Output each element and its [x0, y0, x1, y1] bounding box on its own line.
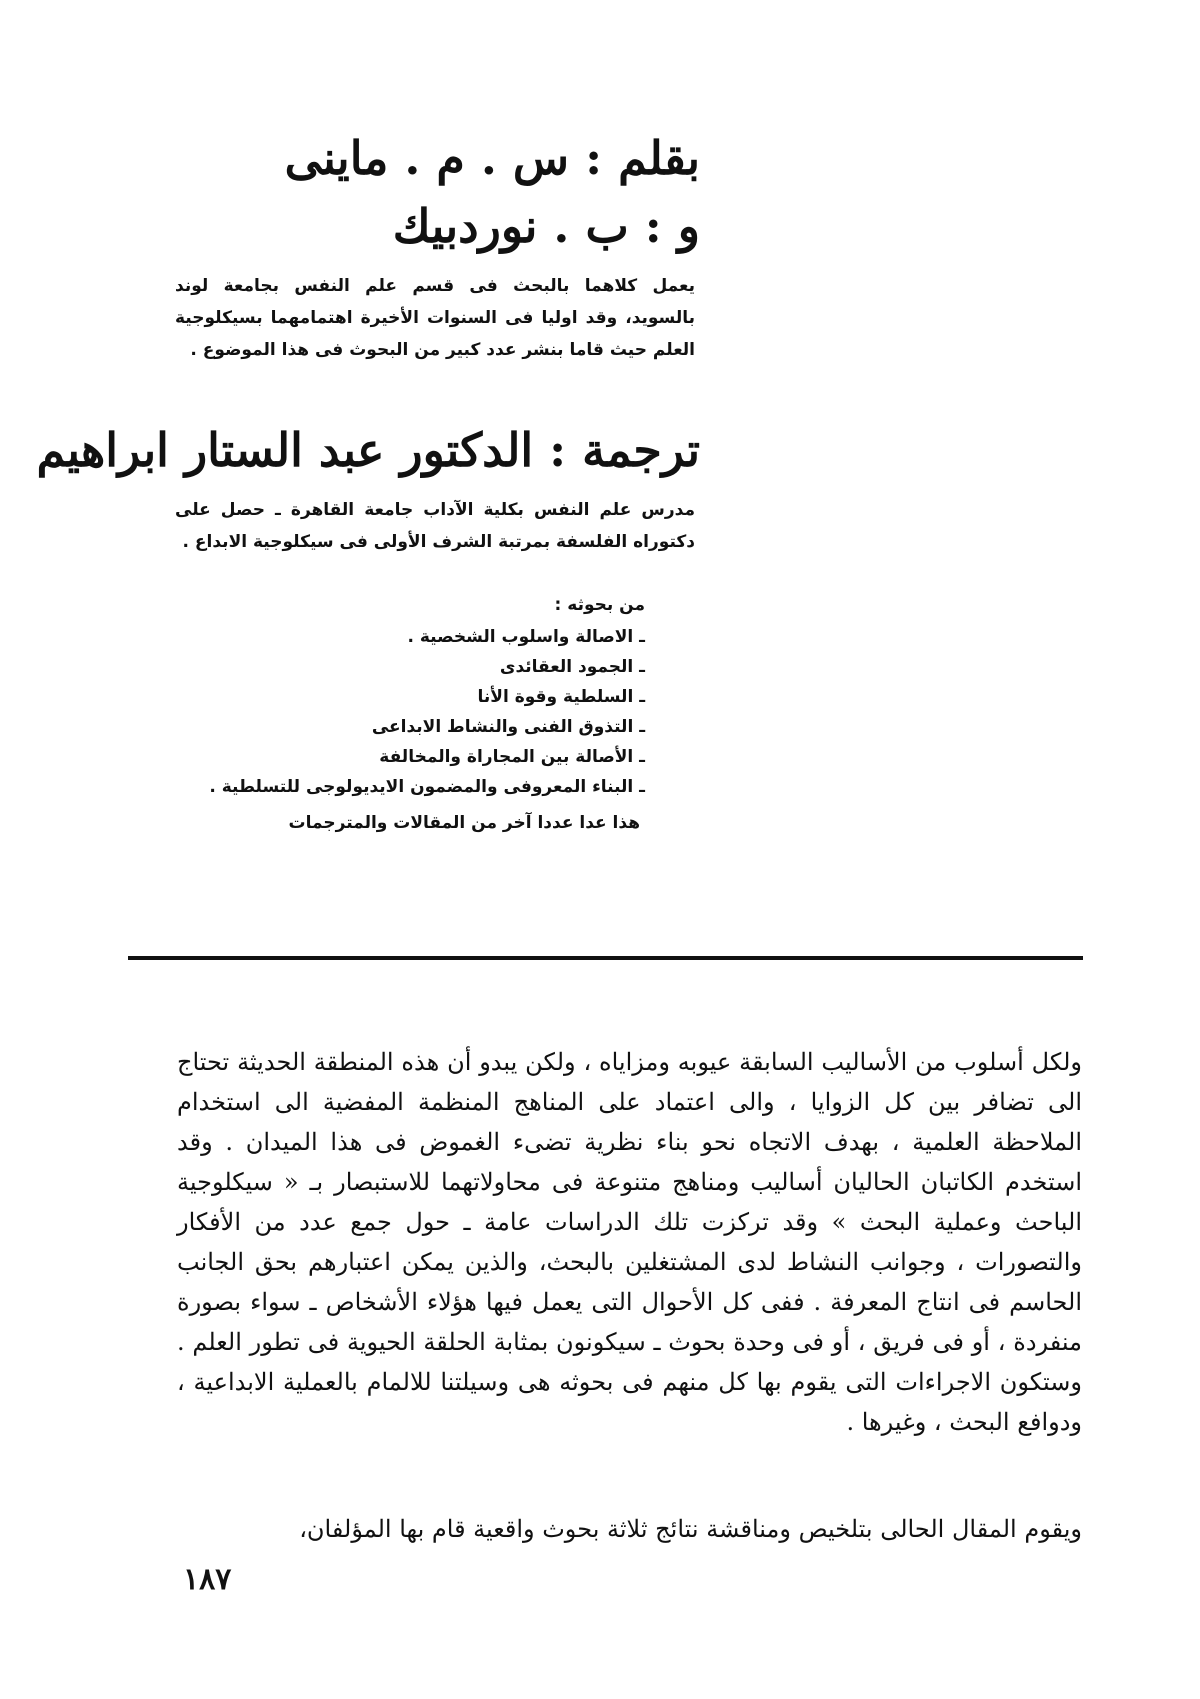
section-divider: [128, 956, 1083, 960]
works-footer-note: هذا عدا عددا آخر من المقالات والمترجمات: [288, 813, 640, 833]
works-list-item: ـ التذوق الفنى والنشاط الابداعى: [371, 717, 645, 737]
author-byline-1: بقلم : س . م . ماينى: [284, 131, 700, 185]
translator-bio: مدرس علم النفس بكلية الآداب جامعة القاهرة ـ حصل على دكتوراه الفلسفة بمرتبة الشرف الأولى فى سيكلوجية الابداع .: [175, 500, 695, 552]
works-list-item: ـ السلطية وقوة الأنا: [477, 687, 645, 707]
author-byline-2: و : ب . نوردبيك: [392, 199, 700, 253]
works-heading: من بحوثه :: [554, 595, 645, 615]
body-paragraph-1: ولكل أسلوب من الأساليب السابقة عيوبه ومزاياه ، ولكن يبدو أن هذه المنطقة الحديثة تحتاج الى تضافر بين كل الزوايا ، والى اعتماد على المناهج المنظمة المفضية الى استخدام الملاحظة العلمية ، بهدف الاتجاه نحو بناء نظرية تضىء الغموض فى هذا الميدان . وقد استخدم الكاتبان الحاليان أساليب ومناهج متنوعة فى محاولاتهما للاستبصار بـ « سيكلوجية الباحث وعملية البحث » وقد تركزت تلك الدراسات عامة ـ حول جمع عدد من الأفكار والتصورات ، وجوانب النشاط لدى المشتغلين بالبحث، والذين يمكن اعتبارهم بحق الجانب الحاسم فى انتاج المعرفة . ففى كل الأحوال التى يعمل فيها هؤلاء الأشخاص ـ سواء بصورة منفردة ، أو فى فريق ، أو فى وحدة بحوث ـ سيكونون بمثابة الحلقة الحيوية فى تطور العلم . وستكون الاجراءات التى يقوم بها كل منهم فى بحوثه هى وسيلتنا للالمام بالعملية الابداعية ، ودوافع البحث ، وغيرها .: [177, 1048, 1083, 1436]
works-list-item: ـ البناء المعروفى والمضمون الايديولوجى للتسلطية .: [209, 777, 645, 797]
author-bio: يعمل كلاهما بالبحث فى قسم علم النفس بجامعة لوند بالسويد، وقد اوليا فى السنوات الأخيرة اهتمامهما بسيكلوجية العلم حيث قاما بنشر عدد كبير من البحوث فى هذا الموضوع .: [175, 276, 695, 360]
works-list-item: ـ الجمود العقائدى: [499, 657, 645, 677]
works-list-item: ـ الاصالة واسلوب الشخصية .: [407, 627, 645, 647]
works-list-item: ـ الأصالة بين المجاراة والمخالفة: [379, 747, 645, 767]
page-number: ١٨٧: [183, 1562, 232, 1597]
body-paragraph-2: ويقوم المقال الحالى بتلخيص ومناقشة نتائج ثلاثة بحوث واقعية قام بها المؤلفان،: [299, 1515, 1082, 1543]
works-list: [125, 622, 645, 802]
translator-byline: ترجمة : الدكتور عبد الستار ابراهيم: [36, 423, 700, 477]
